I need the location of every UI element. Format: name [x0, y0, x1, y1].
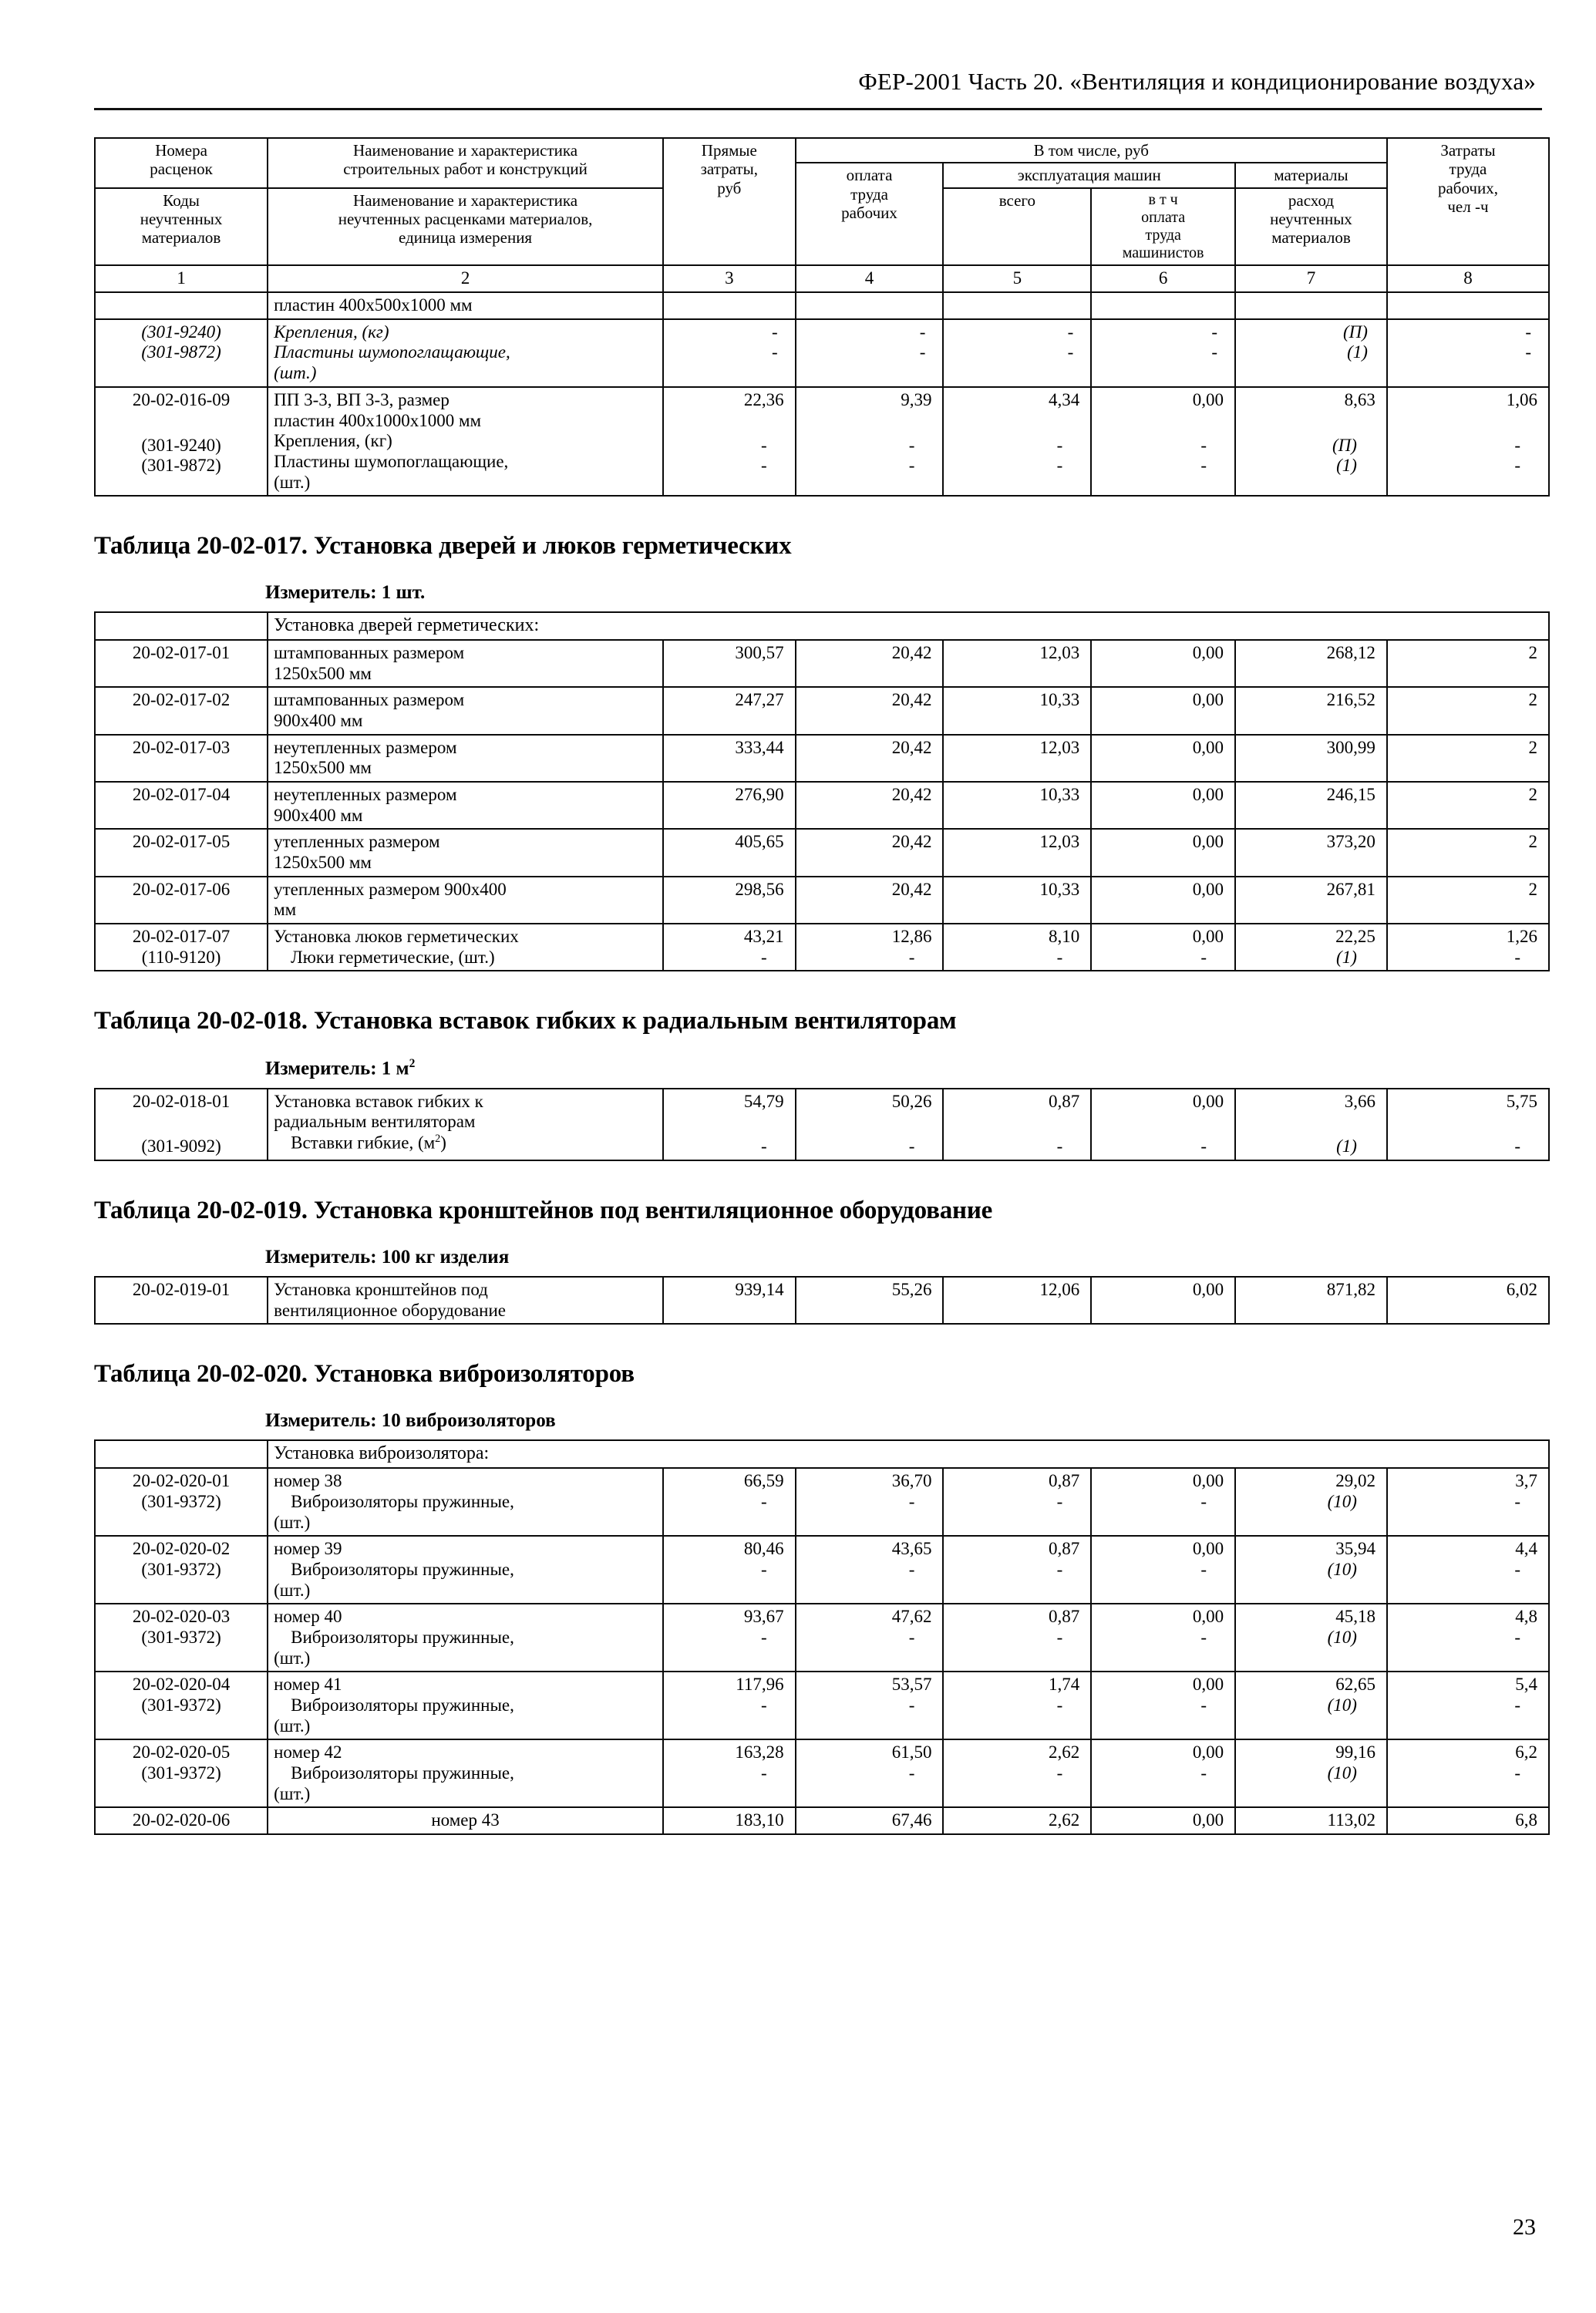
row-c5: 12,06 — [943, 1277, 1091, 1324]
table-row — [95, 829, 1549, 876]
continued-table-body — [95, 292, 1549, 496]
column-numbers-row — [95, 265, 1549, 292]
table-row — [95, 687, 1549, 734]
table-018 — [94, 1088, 1550, 1161]
row-name: ПП 3-3, ВП 3-3, размер пластин 400x1000x1000 мм Крепления, (кг) Пластины шумопоглащающие, (шт.) — [268, 387, 663, 496]
row-code: (301-9240) (301-9872) — [95, 319, 268, 387]
row-c8 — [1387, 292, 1549, 319]
row-name: неутепленных размером 900x400 мм — [268, 782, 663, 829]
th-direct-costs: Прямые затраты, руб — [663, 138, 796, 265]
row-c8: 1,06 - - — [1387, 387, 1549, 496]
row-code: 20-02-020-05 (301-9372) — [95, 1739, 268, 1807]
colnum-8: 8 — [1387, 265, 1549, 292]
row-c8: 5,75 - — [1387, 1089, 1549, 1160]
th-group-machines: эксплуатация машин — [943, 163, 1235, 187]
row-c5 — [943, 292, 1091, 319]
row-c8: 6,8 — [1387, 1807, 1549, 1834]
colnum-4: 4 — [796, 265, 944, 292]
row-c6: - - — [1091, 319, 1235, 387]
table-row — [95, 292, 1549, 319]
row-c5: 0,87 - — [943, 1536, 1091, 1604]
row-code: 20-02-020-06 — [95, 1807, 268, 1834]
th-name-works: Наименование и характеристика строительных работ и конструкций — [268, 138, 663, 188]
row-c7: 373,20 — [1235, 829, 1387, 876]
row-c6: 0,00 — [1091, 735, 1235, 782]
row-name: штампованных размером 900x400 мм — [268, 687, 663, 734]
row-c3: 405,65 — [663, 829, 796, 876]
row-c4: 67,46 — [796, 1807, 944, 1834]
row-c8: - - — [1387, 319, 1549, 387]
row-c3 — [663, 292, 796, 319]
row-c5: 8,10 - — [943, 924, 1091, 971]
header-rule — [94, 108, 1542, 110]
row-c6 — [1091, 292, 1235, 319]
table-017-measure: Измеритель: 1 шт. — [265, 582, 426, 604]
th-machines-total: всего — [943, 188, 1091, 266]
row-name: номер 39 Виброизоляторы пружинные, (шт.) — [268, 1536, 663, 1604]
row-c7: 29,02 (10) — [1235, 1468, 1387, 1536]
row-c8: 2 — [1387, 829, 1549, 876]
table-row — [95, 1672, 1549, 1739]
row-c4: 55,26 — [796, 1277, 944, 1324]
row-c5: 10,33 — [943, 877, 1091, 924]
table-row — [95, 782, 1549, 829]
row-c4: 20,42 — [796, 782, 944, 829]
row-code: 20-02-016-09 (301-9240) (301-9872) — [95, 387, 268, 496]
row-c4: 47,62 - — [796, 1604, 944, 1672]
group-label: Установка виброизолятора: — [268, 1440, 1549, 1468]
row-c3: 22,36 - - — [663, 387, 796, 496]
table-row — [95, 1536, 1549, 1604]
row-name: Установка люков герметических Люки герметические, (шт.) — [268, 924, 663, 971]
row-c8: 2 — [1387, 687, 1549, 734]
row-name: номер 41 Виброизоляторы пружинные, (шт.) — [268, 1672, 663, 1739]
row-code: 20-02-017-03 — [95, 735, 268, 782]
row-name: штампованных размером 1250x500 мм — [268, 640, 663, 687]
row-c4: 20,42 — [796, 687, 944, 734]
row-name: пластин 400x500x1000 мм — [268, 292, 663, 319]
group-label-row — [95, 612, 1549, 640]
colnum-6: 6 — [1091, 265, 1235, 292]
row-c4: 53,57 - — [796, 1672, 944, 1739]
row-code: 20-02-018-01 (301-9092) — [95, 1089, 268, 1160]
row-c6: 0,00 — [1091, 640, 1235, 687]
row-c5: 2,62 — [943, 1807, 1091, 1834]
row-name: утепленных размером 900x400 мм — [268, 877, 663, 924]
page-number: 23 — [1513, 2214, 1536, 2240]
row-c8: 3,7 - — [1387, 1468, 1549, 1536]
row-c4: 20,42 — [796, 735, 944, 782]
th-codes-unaccounted: Коды неучтенных материалов — [95, 188, 268, 266]
row-c7: 268,12 — [1235, 640, 1387, 687]
table-row — [95, 1807, 1549, 1834]
row-c6: 0,00 - — [1091, 924, 1235, 971]
row-c3: 43,21 - — [663, 924, 796, 971]
page-content — [94, 137, 1550, 1835]
table-row — [95, 924, 1549, 971]
row-c5: 4,34 - - — [943, 387, 1091, 496]
row-c6: 0,00 — [1091, 687, 1235, 734]
group-empty-cell — [95, 1440, 268, 1468]
colnum-1: 1 — [95, 265, 268, 292]
row-c6: 0,00 - — [1091, 1089, 1235, 1160]
row-c7: 35,94 (10) — [1235, 1536, 1387, 1604]
row-c4: 36,70 - — [796, 1468, 944, 1536]
table-018-measure — [265, 1057, 1550, 1079]
table-019 — [94, 1276, 1550, 1325]
th-name-materials: Наименование и характеристика неучтенных расценками материалов, единица измерения — [268, 188, 663, 266]
row-c7: 45,18 (10) — [1235, 1604, 1387, 1672]
row-c6: 0,00 - — [1091, 1739, 1235, 1807]
th-worker-pay: оплата труда рабочих — [796, 163, 944, 265]
colnum-7: 7 — [1235, 265, 1387, 292]
row-c5: 1,74 - — [943, 1672, 1091, 1739]
row-c5: 12,03 — [943, 829, 1091, 876]
row-c7: 99,16 (10) — [1235, 1739, 1387, 1807]
header-row-1 — [95, 138, 1549, 163]
row-c7: 216,52 — [1235, 687, 1387, 734]
row-c6: 0,00 - — [1091, 1672, 1235, 1739]
group-label-row — [95, 1440, 1549, 1468]
th-machinist-pay: в т ч оплата труда машинистов — [1091, 188, 1235, 266]
row-c5: 0,87 - — [943, 1604, 1091, 1672]
row-c6: 0,00 — [1091, 1277, 1235, 1324]
row-code — [95, 292, 268, 319]
row-c3: 54,79 - — [663, 1089, 796, 1160]
table-019-title: Таблица 20-02-019. Установка кронштейнов под вентиляционное оборудование — [94, 1197, 993, 1225]
row-c7: 3,66 (1) — [1235, 1089, 1387, 1160]
measure-text: Измеритель: 1 м — [265, 1058, 409, 1079]
row-c7 — [1235, 292, 1387, 319]
table-header — [95, 138, 1549, 292]
row-c8: 5,4 - — [1387, 1672, 1549, 1739]
row-c4: 20,42 — [796, 877, 944, 924]
row-c4: 61,50 - — [796, 1739, 944, 1807]
row-c8: 2 — [1387, 877, 1549, 924]
row-code: 20-02-017-07 (110-9120) — [95, 924, 268, 971]
table-row — [95, 1277, 1549, 1324]
row-c8: 6,02 — [1387, 1277, 1549, 1324]
row-c4: 12,86 - — [796, 924, 944, 971]
th-numbers-codes: Номера расценок — [95, 138, 268, 188]
row-c5: 10,33 — [943, 782, 1091, 829]
row-c3: 939,14 — [663, 1277, 796, 1324]
row-name: номер 38 Виброизоляторы пружинные, (шт.) — [268, 1468, 663, 1536]
row-c3: 300,57 — [663, 640, 796, 687]
row-c7: 22,25 (1) — [1235, 924, 1387, 971]
table-row — [95, 319, 1549, 387]
table-row — [95, 1089, 1549, 1160]
row-c5: 2,62 - — [943, 1739, 1091, 1807]
row-c3: 298,56 — [663, 877, 796, 924]
row-c5: 12,03 — [943, 735, 1091, 782]
th-group-including: В том числе, руб — [796, 138, 1387, 163]
running-head: ФЕР-2001 Часть 20. «Вентиляция и кондиционирование воздуха» — [858, 68, 1536, 95]
row-c6: 0,00 — [1091, 877, 1235, 924]
row-c6: 0,00 - — [1091, 1536, 1235, 1604]
row-c6: 0,00 - — [1091, 1604, 1235, 1672]
row-name: номер 42 Виброизоляторы пружинные, (шт.) — [268, 1739, 663, 1807]
table-row — [95, 877, 1549, 924]
row-name: номер 43 — [268, 1807, 663, 1834]
table-020-measure: Измеритель: 10 виброизоляторов — [265, 1410, 556, 1432]
row-c5: 12,03 — [943, 640, 1091, 687]
th-labor-costs: Затраты труда рабочих, чел -ч — [1387, 138, 1549, 265]
row-c3: 66,59 - — [663, 1468, 796, 1536]
row-c8: 4,8 - — [1387, 1604, 1549, 1672]
row-c6: 0,00 — [1091, 829, 1235, 876]
colnum-3: 3 — [663, 265, 796, 292]
row-name: Крепления, (кг) Пластины шумопоглащающие, (шт.) — [268, 319, 663, 387]
row-code: 20-02-017-04 — [95, 782, 268, 829]
row-name: Установка вставок гибких к радиальным вентиляторам Вставки гибкие, $(м^2)$ — [268, 1089, 663, 1160]
table-row — [95, 387, 1549, 496]
table-020 — [94, 1439, 1550, 1835]
row-c8: 2 — [1387, 735, 1549, 782]
row-c3: 333,44 — [663, 735, 796, 782]
row-c3: 183,10 — [663, 1807, 796, 1834]
row-c5: 0,87 - — [943, 1468, 1091, 1536]
row-c6: 0,00 - — [1091, 1468, 1235, 1536]
table-row — [95, 735, 1549, 782]
row-c7: 300,99 — [1235, 735, 1387, 782]
table-017-title: Таблица 20-02-017. Установка дверей и люков герметических — [94, 532, 792, 561]
table-019-measure: Измеритель: 100 кг изделия — [265, 1247, 510, 1268]
row-c3: 276,90 — [663, 782, 796, 829]
group-empty-cell — [95, 612, 268, 640]
row-c7: 62,65 (10) — [1235, 1672, 1387, 1739]
row-c7: 246,15 — [1235, 782, 1387, 829]
row-code: 20-02-019-01 — [95, 1277, 268, 1324]
row-c8: 2 — [1387, 640, 1549, 687]
row-c7: 8,63 (П) (1) — [1235, 387, 1387, 496]
row-c3: 80,46 - — [663, 1536, 796, 1604]
row-c5: 0,87 - — [943, 1089, 1091, 1160]
th-materials-consumption: расход неучтенных материалов — [1235, 188, 1387, 266]
row-code: 20-02-020-02 (301-9372) — [95, 1536, 268, 1604]
row-name: Установка кронштейнов под вентиляционное оборудование — [268, 1277, 663, 1324]
table-row — [95, 1604, 1549, 1672]
row-name: номер 40 Виброизоляторы пружинные, (шт.) — [268, 1604, 663, 1672]
table-row — [95, 1468, 1549, 1536]
table-row — [95, 1739, 1549, 1807]
row-c8: 1,26 - — [1387, 924, 1549, 971]
row-c3: 117,96 - — [663, 1672, 796, 1739]
row-c5: - - — [943, 319, 1091, 387]
table-017 — [94, 611, 1550, 971]
row-code: 20-02-017-02 — [95, 687, 268, 734]
row-material-name: Вставки гибкие, $(м^2)$ — [291, 1133, 446, 1153]
measure-superscript: 2 — [409, 1057, 416, 1071]
row-c4: 43,65 - — [796, 1536, 944, 1604]
row-name: утепленных размером 1250x500 мм — [268, 829, 663, 876]
row-name: неутепленных размером 1250x500 мм — [268, 735, 663, 782]
row-c4: 20,42 — [796, 829, 944, 876]
row-c3: 93,67 - — [663, 1604, 796, 1672]
row-c7: (П) (1) — [1235, 319, 1387, 387]
row-c4 — [796, 292, 944, 319]
colnum-2: 2 — [268, 265, 663, 292]
row-c3: 247,27 — [663, 687, 796, 734]
row-c4: - - — [796, 319, 944, 387]
row-code: 20-02-017-06 — [95, 877, 268, 924]
row-c6: 0,00 - - — [1091, 387, 1235, 496]
main-rate-table — [94, 137, 1550, 497]
group-label: Установка дверей герметических: — [268, 612, 1549, 640]
row-c8: 6,2 - — [1387, 1739, 1549, 1807]
row-c6: 0,00 — [1091, 782, 1235, 829]
row-c4: 50,26 - — [796, 1089, 944, 1160]
row-c5: 10,33 — [943, 687, 1091, 734]
row-c4: 9,39 - - — [796, 387, 944, 496]
row-c8: 4,4 - — [1387, 1536, 1549, 1604]
colnum-5: 5 — [943, 265, 1091, 292]
table-020-title: Таблица 20-02-020. Установка виброизоляторов — [94, 1360, 635, 1389]
row-c8: 2 — [1387, 782, 1549, 829]
row-code: 20-02-017-01 — [95, 640, 268, 687]
row-code: 20-02-020-03 (301-9372) — [95, 1604, 268, 1672]
row-c7: 267,81 — [1235, 877, 1387, 924]
table-018-title: Таблица 20-02-018. Установка вставок гибких к радиальным вентиляторам — [94, 1007, 957, 1035]
row-code: 20-02-017-05 — [95, 829, 268, 876]
row-c6: 0,00 — [1091, 1807, 1235, 1834]
table-row — [95, 640, 1549, 687]
row-code: 20-02-020-04 (301-9372) — [95, 1672, 268, 1739]
row-code: 20-02-020-01 (301-9372) — [95, 1468, 268, 1536]
row-c7: 871,82 — [1235, 1277, 1387, 1324]
row-c3: 163,28 - — [663, 1739, 796, 1807]
th-group-materials: материалы — [1235, 163, 1387, 187]
row-c3: - - — [663, 319, 796, 387]
row-c7: 113,02 — [1235, 1807, 1387, 1834]
row-c4: 20,42 — [796, 640, 944, 687]
